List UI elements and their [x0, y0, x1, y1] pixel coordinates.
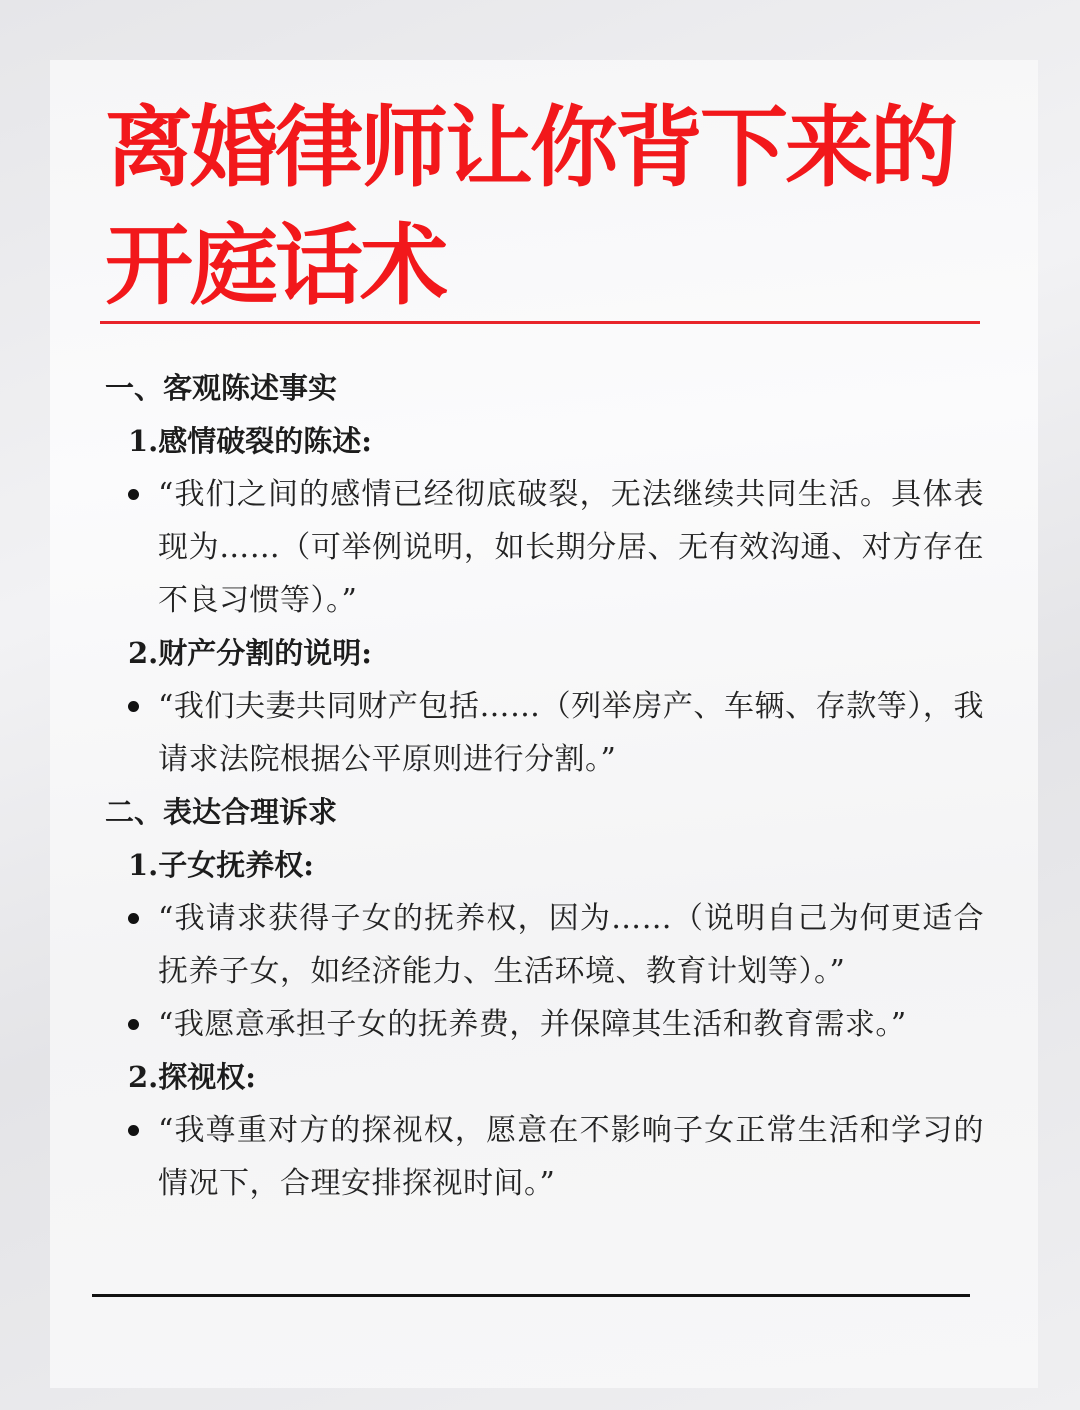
bullet-icon	[128, 913, 139, 924]
bottom-divider	[92, 1294, 970, 1297]
list-item-text: “我们夫妻共同财产包括……（列举房产、车辆、存款等），我请求法院根据公平原则进行分割。”	[158, 689, 984, 777]
bullet-icon	[128, 1125, 139, 1136]
subsection-heading: 2.探视权:	[128, 1060, 256, 1094]
section-heading: 二、表达合理诉求	[105, 795, 338, 829]
list-item-text: “我愿意承担子女的抚养费，并保障其生活和教育需求。”	[158, 1007, 907, 1042]
page-title	[105, 88, 1005, 324]
subsection-heading: 1.感情破裂的陈述:	[128, 424, 372, 458]
bullet-icon	[128, 1019, 139, 1030]
list-item-text: “我尊重对方的探视权，愿意在不影响子女正常生活和学习的情况下，合理安排探视时间。”	[158, 1113, 984, 1201]
list-item-text: “我请求获得子女的抚养权，因为……（说明自己为何更适合抚养子女，如经济能力、生活环境、教育计划等）。”	[158, 901, 984, 989]
subsection-heading: 1.子女抚养权:	[128, 848, 314, 882]
list-item-text: “我们之间的感情已经彻底破裂，无法继续共同生活。具体表现为……（可举例说明，如长期分居、无有效沟通、对方存在不良习惯等）。”	[158, 477, 984, 618]
title-divider	[100, 321, 980, 324]
bullet-icon	[128, 701, 139, 712]
subsection-heading: 2.财产分割的说明:	[128, 636, 372, 670]
section-heading: 一、客观陈述事实	[105, 371, 338, 405]
bullet-icon	[128, 489, 139, 500]
title-line-2: 开庭话术	[105, 213, 446, 317]
title-line-1: 离婚律师让你背下来的	[105, 95, 956, 199]
